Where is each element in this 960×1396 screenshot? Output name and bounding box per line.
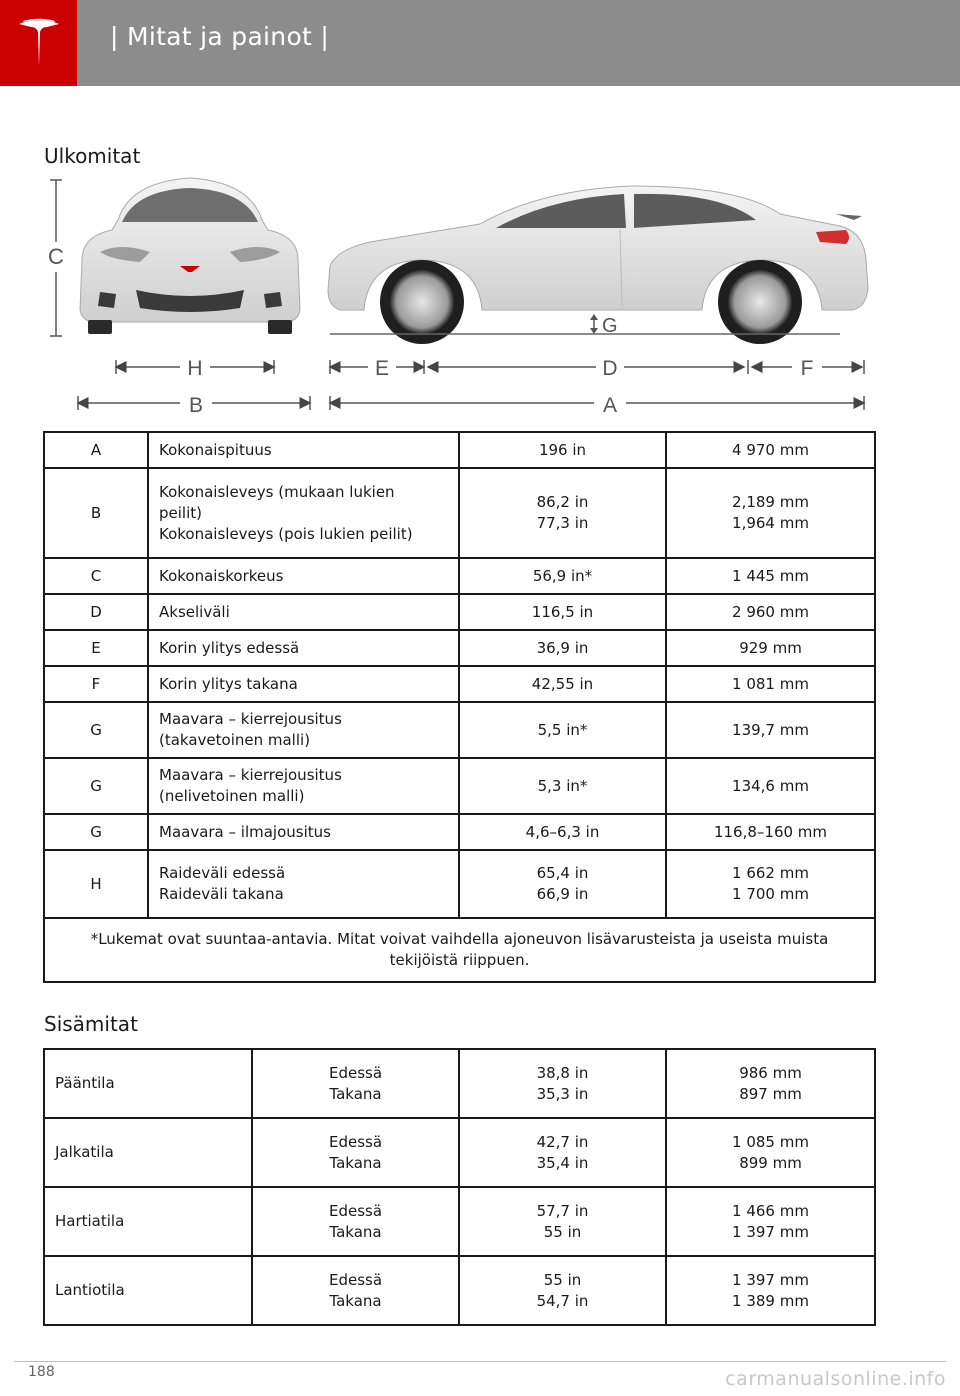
cell-line: Kokonaisleveys (pois lukien peilit) xyxy=(159,524,413,543)
footnote-cell: *Lukemat ovat suuntaa-antavia. Mitat voivat vaihdella ajoneuvon lisävarusteista ja useista muista tekijöistä riippuen. xyxy=(44,918,875,982)
cell-line: Maavara – ilmajousitus xyxy=(159,822,331,841)
dimension-h xyxy=(116,357,274,380)
cell-line: 35,3 in xyxy=(536,1084,589,1103)
cell-line: 1 081 mm xyxy=(732,674,809,693)
car-side-view xyxy=(328,186,868,344)
dimension-code-cell: H xyxy=(44,850,148,918)
table-row xyxy=(44,630,875,666)
exterior-section-title: Ulkomitat xyxy=(44,144,141,168)
dimension-mm-cell xyxy=(666,850,875,918)
dimension-code-cell: C xyxy=(44,558,148,594)
table-row xyxy=(44,1256,875,1325)
cell-line: 77,3 in xyxy=(536,514,589,532)
page-number: 188 xyxy=(28,1364,55,1380)
cell-line: 1 397 mm xyxy=(732,1270,809,1289)
cell-line: 899 mm xyxy=(739,1153,802,1172)
dimension-description-cell xyxy=(148,558,459,594)
dimension-code-cell: D xyxy=(44,594,148,630)
cell-line: 1,964 mm xyxy=(732,514,809,532)
cell-line: 5,3 in* xyxy=(537,776,588,795)
cell-line: 42,55 in xyxy=(531,674,594,693)
dimension-description-cell xyxy=(148,702,459,758)
label-g: G xyxy=(602,315,618,337)
dimension-g xyxy=(590,314,618,337)
cell-line: 66,9 in xyxy=(536,885,589,903)
dimension-inch-cell xyxy=(459,630,666,666)
dimension-description-cell xyxy=(148,594,459,630)
table-row xyxy=(44,758,875,814)
cell-line: 35,4 in xyxy=(536,1153,589,1172)
dimension-inch-cell xyxy=(459,702,666,758)
cell-line: 196 in xyxy=(538,440,587,459)
label-d: D xyxy=(602,357,618,380)
dimension-mm-cell xyxy=(666,666,875,702)
dimension-mm-cell xyxy=(666,468,875,558)
cell-line: (takavetoinen malli) xyxy=(159,731,311,749)
tesla-logo-icon xyxy=(17,18,61,68)
label-a: A xyxy=(602,394,618,417)
cell-line: 1 662 mm xyxy=(732,864,809,882)
dimension-description-cell xyxy=(148,630,459,666)
cell-line: Takana xyxy=(329,1153,382,1172)
cell-line: 139,7 mm xyxy=(732,720,809,739)
footer-rule xyxy=(14,1361,946,1362)
interior-name-cell: Pääntila xyxy=(44,1049,252,1118)
dimension-a xyxy=(330,394,864,417)
dimension-inch-cell xyxy=(459,594,666,630)
cell-line: 55 in xyxy=(543,1270,582,1289)
dimension-description-cell xyxy=(148,432,459,468)
dimension-description-cell xyxy=(148,758,459,814)
dimension-description-cell xyxy=(148,814,459,850)
interior-inch-cell xyxy=(459,1256,666,1325)
dimension-mm-cell xyxy=(666,702,875,758)
dimension-f xyxy=(752,357,864,380)
dimension-mm-cell xyxy=(666,758,875,814)
dimension-d xyxy=(428,357,748,380)
table-row xyxy=(44,702,875,758)
cell-line: Raideväli edessä xyxy=(159,864,286,882)
cell-line: Edessä xyxy=(328,1063,383,1082)
cell-line: 1 085 mm xyxy=(732,1132,809,1151)
table-row xyxy=(44,666,875,702)
page-title: | Mitat ja painot | xyxy=(110,22,330,51)
cell-line: Akseliväli xyxy=(159,602,230,621)
cell-line: Takana xyxy=(329,1291,382,1310)
cell-line: Korin ylitys edessä xyxy=(159,638,300,657)
cell-line: 38,8 in xyxy=(536,1063,589,1082)
interior-inch-cell xyxy=(459,1118,666,1187)
dimension-mm-cell xyxy=(666,814,875,850)
interior-name-cell: Lantiotila xyxy=(44,1256,252,1325)
cell-line: 1 389 mm xyxy=(732,1291,809,1310)
dimension-e xyxy=(330,357,424,380)
dimension-mm-cell xyxy=(666,630,875,666)
dimension-inch-cell xyxy=(459,850,666,918)
interior-name-cell: Hartiatila xyxy=(44,1187,252,1256)
table-row xyxy=(44,850,875,918)
dimension-inch-cell xyxy=(459,432,666,468)
cell-line: Takana xyxy=(329,1084,382,1103)
cell-line: 86,2 in xyxy=(536,493,589,511)
dimension-description-cell xyxy=(148,666,459,702)
cell-line: 57,7 in xyxy=(536,1201,589,1220)
cell-line: 2,189 mm xyxy=(732,493,809,511)
cell-line: 54,7 in xyxy=(536,1291,589,1310)
interior-mm-cell xyxy=(666,1187,875,1256)
cell-line: Kokonaisleveys (mukaan lukien xyxy=(159,482,395,501)
table-row xyxy=(44,814,875,850)
dimension-code-cell: G xyxy=(44,758,148,814)
watermark-text: carmanualsonline.info xyxy=(725,1368,946,1390)
cell-line: 1 466 mm xyxy=(732,1201,809,1220)
cell-line: (nelivetoinen malli) xyxy=(159,787,305,805)
cell-line: 929 mm xyxy=(739,638,802,657)
cell-line: 42,7 in xyxy=(536,1132,589,1151)
label-e: E xyxy=(374,357,390,380)
dimension-description-cell xyxy=(148,468,459,558)
cell-line: 1 445 mm xyxy=(732,566,809,585)
cell-line: 134,6 mm xyxy=(732,776,809,795)
table-row xyxy=(44,558,875,594)
dimension-inch-cell xyxy=(459,666,666,702)
table-note-row xyxy=(44,918,875,982)
dimension-inch-cell xyxy=(459,814,666,850)
dimension-mm-cell xyxy=(666,594,875,630)
cell-line: 5,5 in* xyxy=(537,720,588,739)
label-c: C xyxy=(48,244,64,269)
dimension-inch-cell xyxy=(459,758,666,814)
cell-line: Edessä xyxy=(328,1201,383,1220)
label-b: B xyxy=(188,394,204,417)
dimension-mm-cell xyxy=(666,558,875,594)
cell-line: 1 397 mm xyxy=(732,1222,809,1241)
cell-line: 116,5 in xyxy=(531,602,594,621)
table-row xyxy=(44,1118,875,1187)
cell-line: Kokonaiskorkeus xyxy=(159,566,284,585)
header-bar xyxy=(0,0,960,86)
dimension-c xyxy=(46,180,66,336)
interior-mm-cell xyxy=(666,1256,875,1325)
car-dimensions-diagram xyxy=(40,170,880,420)
interior-inch-cell xyxy=(459,1187,666,1256)
brand-logo xyxy=(0,0,77,86)
cell-line: 986 mm xyxy=(739,1063,802,1082)
cell-line: Maavara – kierrejousitus xyxy=(159,710,342,728)
interior-name-cell: Jalkatila xyxy=(44,1118,252,1187)
cell-line: 116,8–160 mm xyxy=(713,822,828,841)
table-row xyxy=(44,594,875,630)
interior-dimensions-table xyxy=(43,1048,876,1326)
exterior-dimensions-table xyxy=(43,431,876,983)
cell-line: 1 700 mm xyxy=(732,885,809,903)
car-front-view xyxy=(80,178,300,334)
dimension-code-cell: E xyxy=(44,630,148,666)
cell-line: Korin ylitys takana xyxy=(159,674,298,693)
interior-position-cell xyxy=(252,1187,459,1256)
cell-line: 56,9 in* xyxy=(532,566,593,585)
cell-line: Edessä xyxy=(328,1132,383,1151)
table-row xyxy=(44,1049,875,1118)
cell-line: 36,9 in xyxy=(536,638,589,657)
label-h: H xyxy=(187,357,203,380)
cell-line: 4,6–6,3 in xyxy=(525,822,600,841)
dimension-code-cell: G xyxy=(44,814,148,850)
dimension-code-cell: F xyxy=(44,666,148,702)
cell-line: Takana xyxy=(329,1222,382,1241)
cell-line: Raideväli takana xyxy=(159,885,284,903)
dimension-b xyxy=(78,394,310,417)
table-row xyxy=(44,432,875,468)
interior-section-title: Sisämitat xyxy=(44,1012,138,1036)
cell-line: 2 960 mm xyxy=(732,602,809,621)
cell-line: Maavara – kierrejousitus xyxy=(159,766,342,784)
interior-position-cell xyxy=(252,1118,459,1187)
dimension-code-cell: B xyxy=(44,468,148,558)
cell-line: 4 970 mm xyxy=(732,440,809,459)
dimension-inch-cell xyxy=(459,468,666,558)
interior-position-cell xyxy=(252,1049,459,1118)
dimension-code-cell: A xyxy=(44,432,148,468)
interior-mm-cell xyxy=(666,1049,875,1118)
cell-line: Edessä xyxy=(328,1270,383,1289)
dimension-code-cell: G xyxy=(44,702,148,758)
cell-line: 55 in xyxy=(543,1222,582,1241)
table-row xyxy=(44,468,875,558)
cell-line: 897 mm xyxy=(739,1084,802,1103)
table-row xyxy=(44,1187,875,1256)
dimension-inch-cell xyxy=(459,558,666,594)
interior-inch-cell xyxy=(459,1049,666,1118)
label-f: F xyxy=(800,357,814,380)
interior-mm-cell xyxy=(666,1118,875,1187)
cell-line: peilit) xyxy=(159,503,202,522)
cell-line: Kokonaispituus xyxy=(159,440,272,459)
dimension-description-cell xyxy=(148,850,459,918)
dimension-mm-cell xyxy=(666,432,875,468)
cell-line: 65,4 in xyxy=(536,864,589,882)
interior-position-cell xyxy=(252,1256,459,1325)
